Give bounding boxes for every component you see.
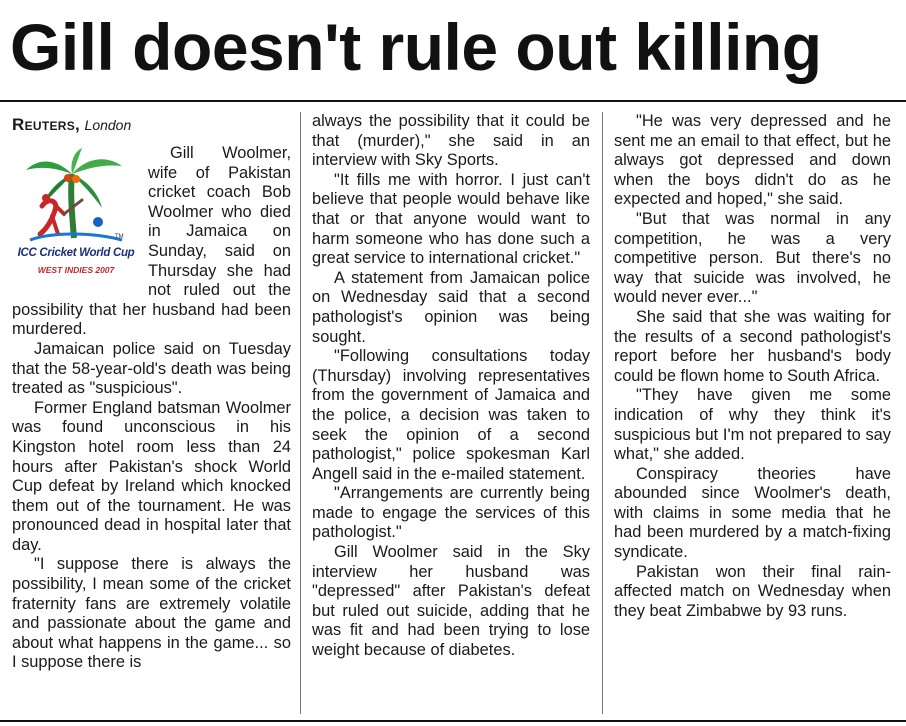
article-paragraph: Conspiracy theories have abounded since Woolmer's death, with claims in some media that he had been murdered by a match-fixing syndicate. [614, 464, 891, 562]
article-paragraph: always the possibility that it could be that (murder)," she said in an interview with Sky Sports. [312, 112, 590, 170]
logo-subtitle: WEST INDIES 2007 [37, 265, 115, 275]
article-paragraph: She said that she was waiting for the results of a second pathologist's report before her husband's body could be flown home to South Africa. [614, 307, 891, 385]
article-paragraph: "I suppose there is always the possibility, I mean some of the cricket fraternity fans are extremely volatile and passionate about the game and about what happens in the game... so I suppose there is [12, 555, 291, 672]
article-paragraph: "He was very depressed and he sent me an email to that effect, but he always got depressed and down when the boys didn't do as he expected and hoped," she said. [614, 112, 891, 209]
article-paragraph: Gill Woolmer said in the Sky interview her husband was "depressed" after Pakistan's defeat but ruled out suicide, adding that he was fit and had been trying to lose weight because of diabetes. [312, 543, 590, 660]
article-paragraph: "Following consultations today (Thursday) involving representatives from the government of Jamaica and the police, a decision was taken to seek the opinion of a second pathologist," police spokesman Karl Angell said in the e-mailed statement. [312, 347, 590, 483]
article-column-2 [312, 112, 590, 661]
byline-city: London [84, 117, 132, 133]
bottom-rule [0, 720, 906, 722]
article-paragraph: Former England batsman Woolmer was found unconscious in his Kingston hotel room less than 24 hours after Pakistan's shock World Cup defeat by Ireland which knocked them out of the tournament. He was pronounced dead in hospital later that day. [12, 398, 291, 554]
article-column-3 [614, 112, 891, 621]
column-divider [300, 112, 301, 714]
article-paragraph: "It fills me with horror. I just can't believe that people would behave like that or that anyone would want to harm someone who has done such a great service to international cricket." [312, 170, 590, 268]
article-paragraph: "They have given me some indication of why they think it's suspicious but I'm not prepared to say what," she added. [614, 386, 891, 464]
article-paragraph: Gill Woolmer, wife of Pakistan cricket coach Bob Woolmer who died in Jamaica on Sunday, said on Thursday she had not ruled out the possibility that her husband had been murdered. [12, 144, 291, 339]
headline: Gill doesn't rule out killing [10, 10, 822, 84]
top-rule [0, 100, 906, 102]
byline [12, 114, 291, 137]
article-paragraph: "Arrangements are currently being made to engage the services of this pathologist." [312, 484, 590, 542]
article-paragraph: A statement from Jamaican police on Wednesday said that a second pathologist's opinion was being sought. [312, 268, 590, 346]
article-column-1 [12, 112, 291, 673]
logo-title: ICC Cricket World Cup [17, 247, 135, 259]
logo-trademark: TM [115, 234, 124, 240]
byline-agency: Reuters, [12, 115, 81, 134]
column-divider [602, 112, 603, 714]
article-paragraph: "But that was normal in any competition, he was a very competitive person. But there's no way that suicide was involved, he would never ever..." [614, 209, 891, 307]
world-cup-logo [12, 144, 140, 278]
article-paragraph: Jamaican police said on Tuesday that the 58-year-old's death was being treated as "suspicious". [12, 339, 291, 398]
article-paragraph: Pakistan won their final rain-affected match on Wednesday when they beat Zimbabwe by 93 runs. [614, 562, 891, 620]
